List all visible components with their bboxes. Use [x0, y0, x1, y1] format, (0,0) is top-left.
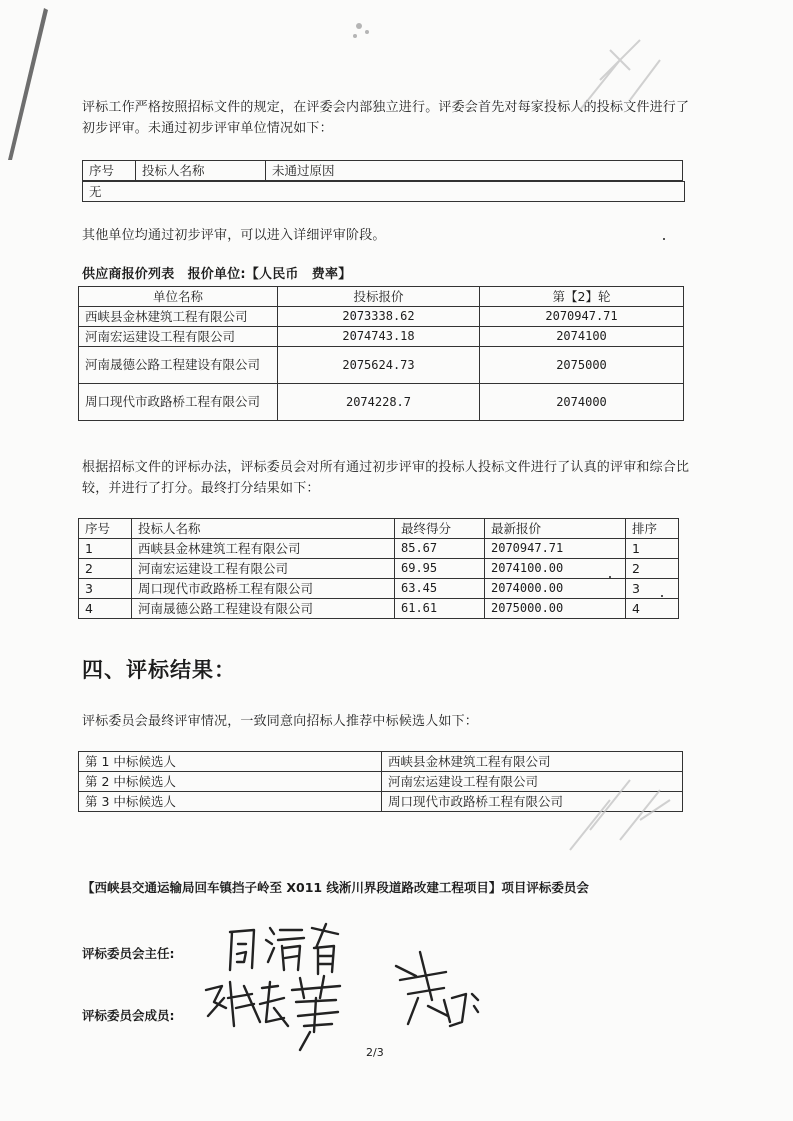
table-row: [79, 579, 679, 599]
price-table-title: 供应商报价列表 报价单位:【人民币 费率】: [82, 267, 352, 282]
score-header-no: 序号: [79, 519, 132, 539]
score-cell-price: 2070947.71: [485, 539, 626, 559]
others-passed-text: 其他单位均通过初步评审，可以进入详细评审阶段。: [82, 228, 386, 243]
candidate-rank: 第 2 中标候选人: [79, 772, 382, 792]
fail-header-reason: 未通过原因: [266, 161, 683, 181]
score-cell-no: 1: [79, 539, 132, 559]
table-row: [83, 182, 685, 202]
members-label: 评标委员会成员:: [82, 1008, 175, 1023]
price-cell-company: 周口现代市政路桥工程有限公司: [79, 384, 278, 421]
score-cell-name: 周口现代市政路桥工程有限公司: [132, 579, 395, 599]
score-cell-score: 61.61: [395, 599, 485, 619]
score-cell-no: 4: [79, 599, 132, 619]
score-cell-score: 85.67: [395, 539, 485, 559]
page-number: 2/3: [366, 1046, 384, 1059]
price-cell-bid: 2074743.18: [278, 327, 480, 347]
score-cell-score: 69.95: [395, 559, 485, 579]
price-cell-company: 西峡县金林建筑工程有限公司: [79, 307, 278, 327]
price-header-company: 单位名称: [79, 287, 278, 307]
score-cell-rank: 4: [626, 599, 679, 619]
price-cell-round: 2074100: [480, 327, 684, 347]
section-heading: 四、评标结果：: [82, 658, 236, 682]
table-row: [79, 327, 684, 347]
score-cell-rank: 1: [626, 539, 679, 559]
score-cell-score: 63.45: [395, 579, 485, 599]
score-header-price: 最新报价: [485, 519, 626, 539]
price-cell-company: 河南宏运建设工程有限公司: [79, 327, 278, 347]
price-cell-bid: 2074228.7: [278, 384, 480, 421]
price-cell-round: 2070947.71: [480, 307, 684, 327]
scan-dot: [663, 238, 665, 240]
committee-title: 【西峡县交通运输局回车镇挡子岭至 X011 线淅川界段道路改建工程项目】项目评标委员会: [82, 880, 589, 895]
seal-watermark-top: [560, 20, 680, 130]
price-header-round: 第【2】轮: [480, 287, 684, 307]
score-header-rank: 排序: [626, 519, 679, 539]
price-cell-bid: 2075624.73: [278, 347, 480, 384]
score-cell-name: 河南宏运建设工程有限公司: [132, 559, 395, 579]
score-cell-name: 西峡县金林建筑工程有限公司: [132, 539, 395, 559]
table-row: [79, 384, 684, 421]
result-intro-text: 评标委员会最终评审情况，一致同意向招标人推荐中标候选人如下：: [82, 714, 479, 729]
price-cell-round: 2074000: [480, 384, 684, 421]
score-header-name: 投标人名称: [132, 519, 395, 539]
price-cell-bid: 2073338.62: [278, 307, 480, 327]
score-cell-rank: 2: [626, 559, 679, 579]
table-row: [79, 307, 684, 327]
scan-dot: [661, 595, 663, 597]
candidate-rank: 第 3 中标候选人: [79, 792, 382, 812]
intro-paragraph: 评标工作严格按照招标文件的规定，在评委会内部独立进行。评委会首先对每家投标人的投标文件进行了初步评审。未通过初步评审单位情况如下：: [82, 100, 690, 136]
score-cell-price: 2074000.00: [485, 579, 626, 599]
score-header-score: 最终得分: [395, 519, 485, 539]
price-header-bid: 投标报价: [278, 287, 480, 307]
candidate-company: 河南宏运建设工程有限公司: [382, 772, 683, 792]
table-row: [79, 539, 679, 559]
price-cell-company: 河南晟德公路工程建设有限公司: [79, 347, 278, 384]
candidate-rank: 第 1 中标候选人: [79, 752, 382, 772]
table-row: [83, 161, 683, 181]
scan-edge-mark: [0, 0, 60, 200]
fail-empty-cell: 无: [83, 182, 685, 202]
member-signature-2: [388, 950, 488, 1040]
chair-label: 评标委员会主任:: [82, 946, 175, 961]
score-cell-no: 3: [79, 579, 132, 599]
score-cell-price: 2075000.00: [485, 599, 626, 619]
score-cell-price: 2074100.00: [485, 559, 626, 579]
candidate-company: 周口现代市政路桥工程有限公司: [382, 792, 683, 812]
fail-header-name: 投标人名称: [136, 161, 266, 181]
fail-header-no: 序号: [83, 161, 136, 181]
score-cell-rank: 3: [626, 579, 679, 599]
scan-speck: [345, 12, 385, 52]
table-row: [79, 287, 684, 307]
scoring-intro-paragraph: 根据招标文件的评标办法，评标委员会对所有通过初步评审的投标人投标文件进行了认真的评审和综合比较，并进行了打分。最终打分结果如下：: [82, 460, 690, 496]
candidate-company: 西峡县金林建筑工程有限公司: [382, 752, 683, 772]
table-row: [79, 347, 684, 384]
scan-dot: [609, 576, 611, 578]
fail-table: [82, 160, 683, 181]
score-table: [78, 518, 679, 619]
price-cell-round: 2075000: [480, 347, 684, 384]
table-row: [79, 519, 679, 539]
seal-watermark-bottom: [560, 760, 680, 860]
score-cell-no: 2: [79, 559, 132, 579]
fail-table-empty: [82, 181, 685, 202]
price-table: [78, 286, 684, 421]
member-signature-1: [200, 968, 350, 1058]
table-row: [79, 599, 679, 619]
table-row: [79, 559, 679, 579]
score-cell-name: 河南晟德公路工程建设有限公司: [132, 599, 395, 619]
